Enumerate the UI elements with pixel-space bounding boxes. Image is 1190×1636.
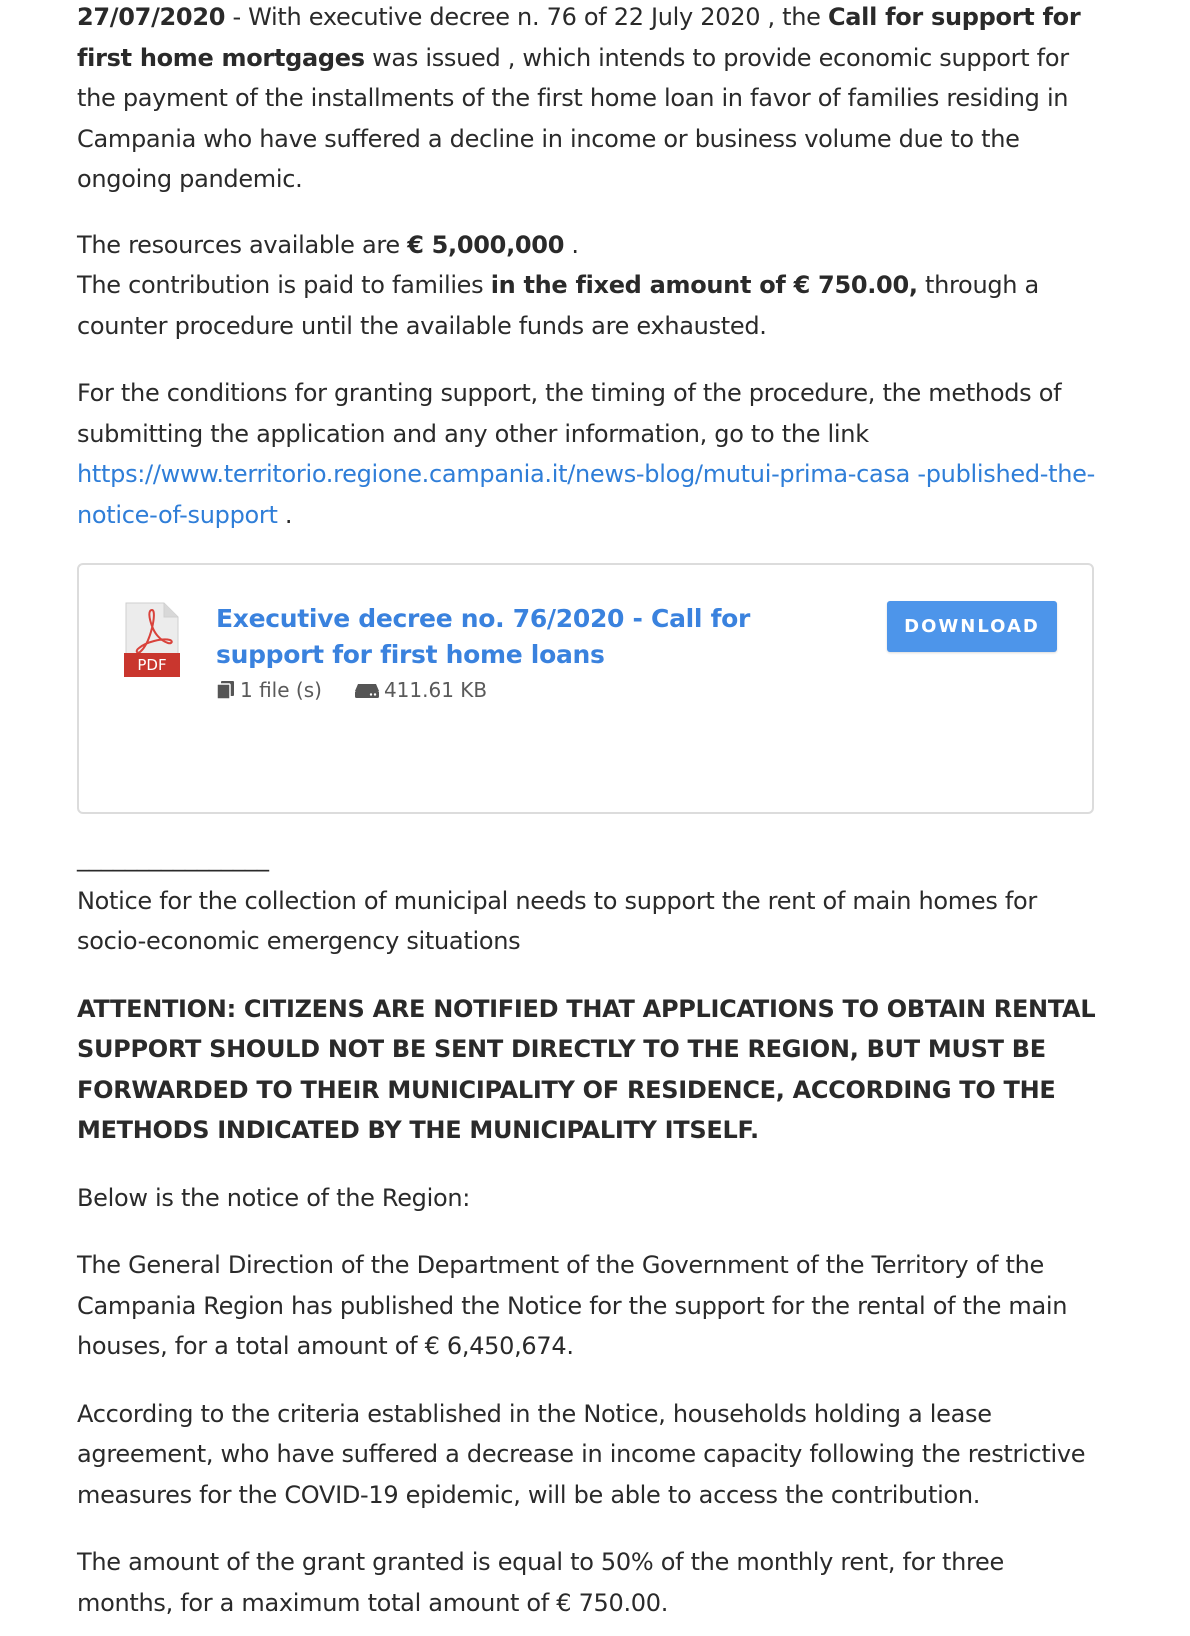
pdf-label: PDF — [137, 656, 167, 674]
attachment-card — [77, 563, 1094, 814]
file-size — [354, 678, 487, 702]
intro-text-a: - With executive decree n. 76 of 22 July 2020 , the — [225, 3, 828, 31]
files-count — [216, 678, 322, 702]
contribution-amount: in the fixed amount of € 750.00, — [490, 271, 918, 299]
notice-title: Notice for the collection of municipal needs to support the rent of main homes for socio-economic emergency situations — [77, 886, 1037, 955]
conditions-text: For the conditions for granting support, the timing of the procedure, the methods of submitting the application and any other information, go to the link — [77, 379, 1062, 448]
files-count-text: 1 file (s) — [240, 678, 322, 702]
resources-end: . — [564, 230, 579, 259]
download-button[interactable]: DOWNLOAD — [887, 601, 1057, 652]
general-direction-paragraph: The General Direction of the Department of the Government of the Territory of the Campania Region has published the Notice for the support for the rental of the main houses, for a total amount of € 6,450,674. — [77, 1251, 1068, 1360]
criteria-paragraph: According to the criteria established in the Notice, households holding a lease agreement, who have suffered a decrease in income capacity following the restrictive measures for the COVID-19 epidemic, will be able to access the contribution. — [77, 1399, 1086, 1509]
resources-label: The resources available are — [77, 230, 408, 259]
contribution-text-b: through a counter procedure until the available funds are exhausted. — [77, 271, 1039, 340]
pdf-file-icon — [124, 602, 180, 677]
amount-paragraph: The amount of the grant granted is equal to 50% of the monthly rent, for three months, for a maximum total amount of € 750.00. — [77, 1548, 1004, 1617]
call-title: Call for support for first home mortgages — [77, 3, 1081, 72]
file-size-text: 411.61 KB — [383, 678, 488, 702]
intro-text-b: was issued , which intends to provide economic support for the payment of the installments of the first home loan in favor of families residing in Campania who have suffered a decline in income or business volume due to the ongoing pandemic. — [77, 43, 1069, 193]
text-divider: ________________ — [77, 844, 269, 872]
resources-value: € 5,000,000 — [407, 230, 565, 259]
contribution-text-a: The contribution is paid to families — [77, 271, 491, 299]
article-top — [77, 0, 1105, 535]
attention-text: ATTENTION: CITIZENS ARE NOTIFIED THAT APPLICATIONS TO OBTAIN RENTAL SUPPORT SHOULD NOT BE SENT DIRECTLY TO THE REGION, BUT MUST BE FORWARDED TO THEIR MUNICIPALITY OF RESIDENCE, ACCORDING TO THE METHODS INDICATED BY THE MUNICIPALITY ITSELF. — [77, 994, 1096, 1144]
info-link[interactable]: https://www.territorio.regione.campania.it/news-blog/mutui-prima-casa -published-the-notice-of-support — [77, 460, 1095, 529]
date-label: 27/07/2020 — [77, 3, 226, 31]
link-end: . — [277, 500, 293, 529]
article-bottom — [77, 838, 1105, 1623]
attachment-title[interactable]: Executive decree no. 76/2020 - Call for support for first home loans — [216, 604, 751, 669]
conditions-paragraph — [77, 373, 1105, 535]
mortgage-paragraph — [77, 0, 1105, 200]
below-notice: Below is the notice of the Region: — [77, 1183, 471, 1212]
hard-drive-icon — [354, 681, 380, 699]
resources-paragraph — [77, 225, 1105, 347]
attachment-meta — [216, 678, 487, 702]
files-icon — [216, 680, 236, 700]
attention-notice — [77, 989, 1105, 1151]
